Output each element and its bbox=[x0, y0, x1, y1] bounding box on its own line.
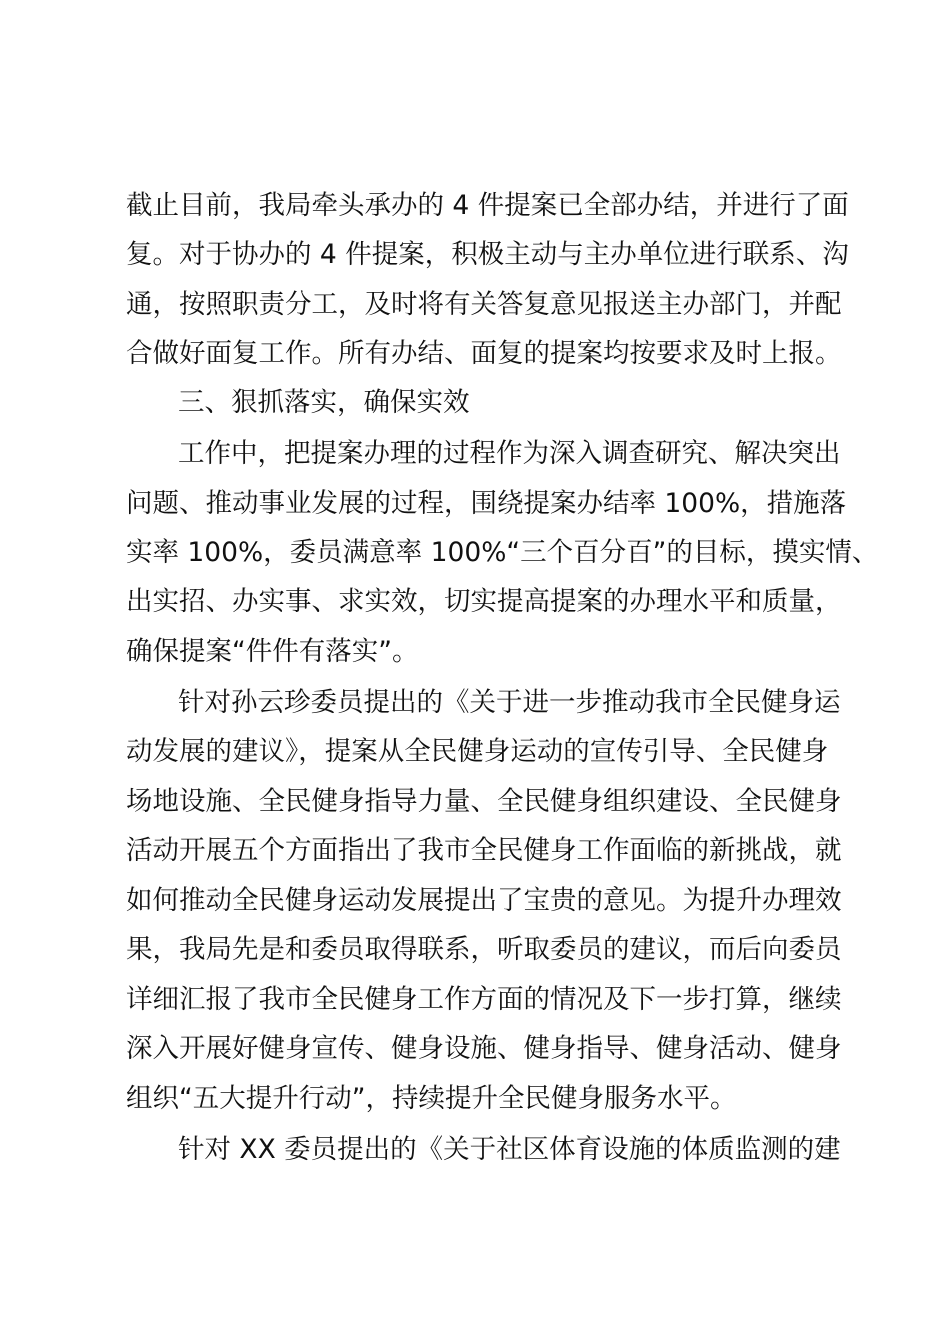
paragraph-line: 出实招、办实事、求实效，切实提高提案的办理水平和质量， bbox=[126, 586, 842, 617]
paragraph-line: 针对 XX 委员提出的《关于社区体育设施的体质监测的建 bbox=[178, 1134, 841, 1165]
paragraph-line: 通，按照职责分工，及时将有关答复意见报送主办部门，并配 bbox=[126, 289, 842, 320]
paragraph-line: 果，我局先是和委员取得联系，听取委员的建议，而后向委员 bbox=[126, 934, 842, 965]
paragraph-line: 合做好面复工作。所有办结、面复的提案均按要求及时上报。 bbox=[126, 338, 842, 369]
paragraph-line: 工作中，把提案办理的过程作为深入调查研究、解决突出 bbox=[178, 438, 841, 469]
paragraph-line: 详细汇报了我市全民健身工作方面的情况及下一步打算，继续 bbox=[126, 984, 842, 1015]
paragraph-line: 组织“五大提升行动”，持续提升全民健身服务水平。 bbox=[126, 1083, 737, 1114]
paragraph-line: 如何推动全民健身运动发展提出了宝贵的意见。为提升办理效 bbox=[126, 885, 842, 916]
paragraph-line: 深入开展好健身宣传、健身设施、健身指导、健身活动、健身 bbox=[126, 1033, 842, 1064]
paragraph-line: 复。对于协办的 4 件提案，积极主动与主办单位进行联系、沟 bbox=[126, 239, 849, 270]
paragraph-line: 场地设施、全民健身指导力量、全民健身组织建设、全民健身 bbox=[126, 786, 842, 817]
paragraph-line: 针对孙云珍委员提出的《关于进一步推动我市全民健身运 bbox=[178, 687, 841, 718]
paragraph-line: 活动开展五个方面指出了我市全民健身工作面临的新挑战，就 bbox=[126, 835, 842, 866]
paragraph-line: 问题、推动事业发展的过程，围绕提案办结率 100%，措施落 bbox=[126, 488, 847, 519]
paragraph-line: 实率 100%，委员满意率 100%“三个百分百”的目标，摸实情、 bbox=[126, 537, 879, 568]
paragraph-line: 确保提案“件件有落实”。 bbox=[126, 636, 419, 667]
paragraph-line: 截止目前，我局牵头承办的 4 件提案已全部办结，并进行了面 bbox=[126, 190, 849, 221]
paragraph-line: 动发展的建议》，提案从全民健身运动的宣传引导、全民健身 bbox=[126, 736, 829, 767]
section-heading: 三、狠抓落实，确保实效 bbox=[178, 387, 470, 418]
